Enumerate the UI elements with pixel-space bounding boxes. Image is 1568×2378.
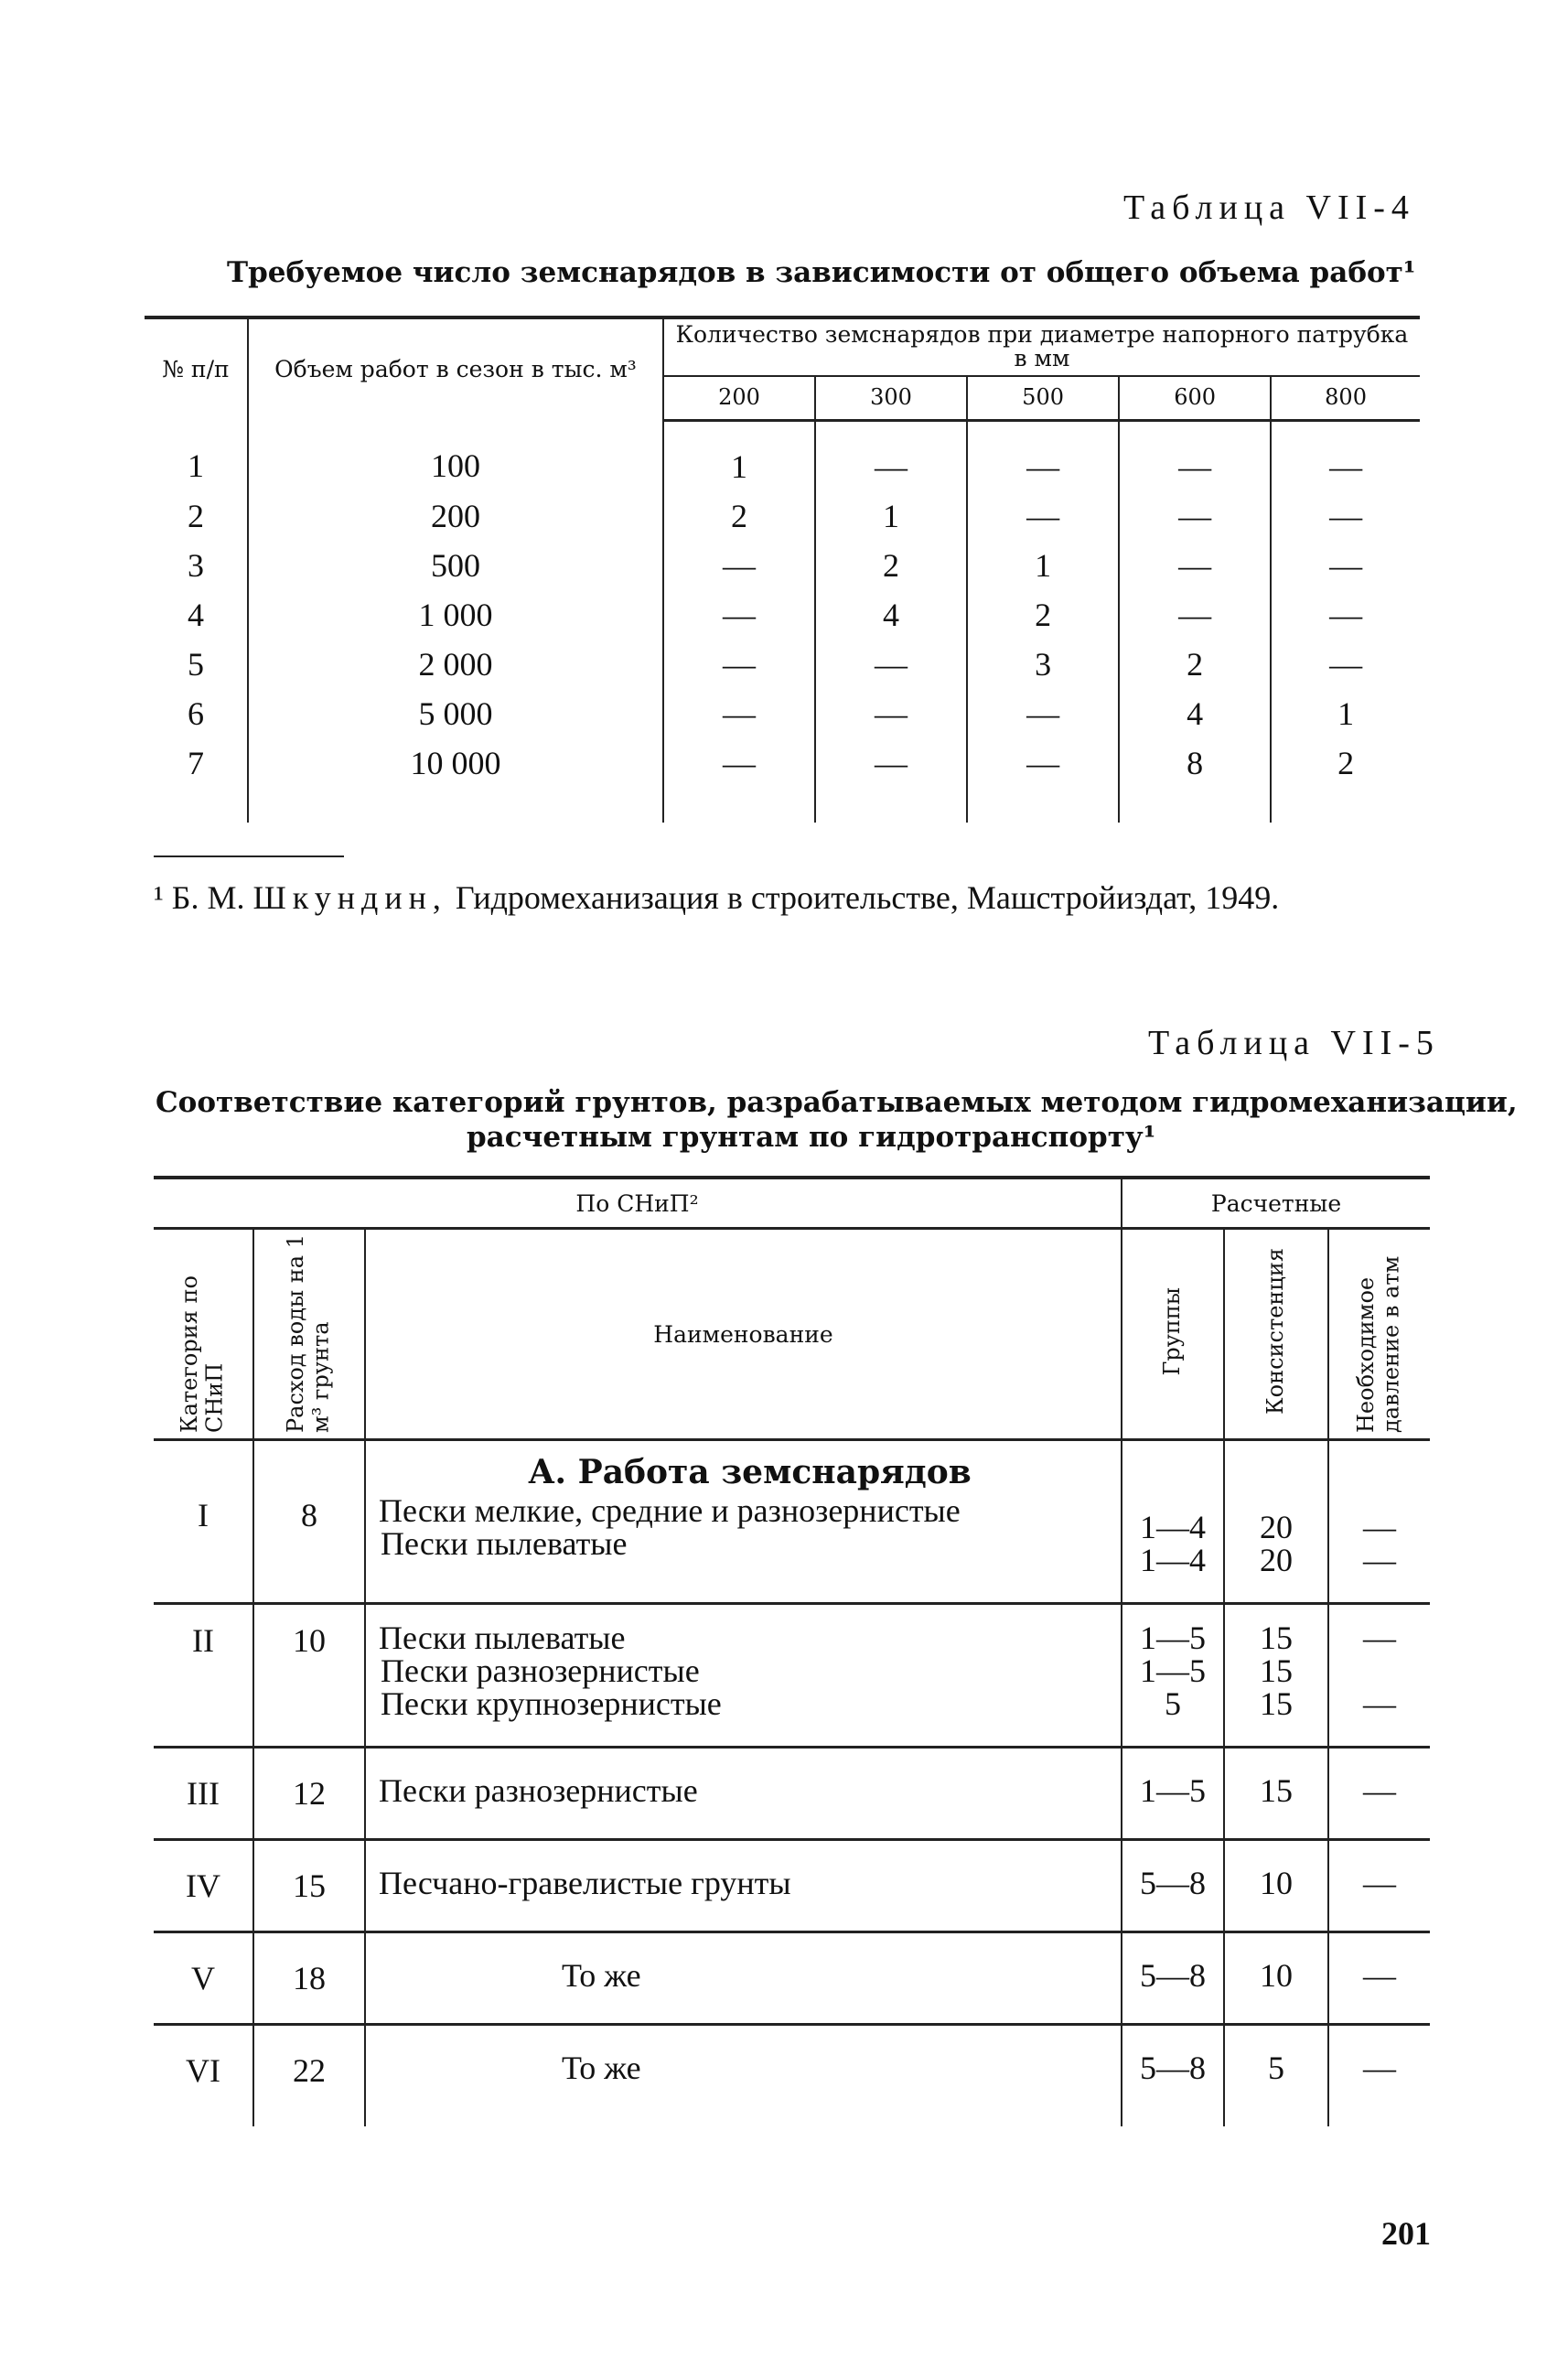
name-line: Пески пылеватые	[379, 1619, 626, 1656]
row-count-cell: —	[1119, 541, 1271, 590]
row-count-cell: —	[663, 541, 815, 590]
row-count-cell: 2	[967, 590, 1119, 640]
name-lines	[379, 1959, 1121, 1992]
row-count-cell: 4	[815, 590, 967, 640]
row-groups	[1122, 2025, 1224, 2127]
row-press-value: —	[1363, 1957, 1396, 1994]
row-category: VI	[186, 2052, 220, 2089]
row-press	[1328, 1440, 1430, 1604]
row-count-cell: 2	[815, 541, 967, 590]
table2-title-line1: Соответствие категорий грунтов, разрабатываемых методом гидромеханизации,	[156, 1086, 1518, 1119]
row-press-value: —	[1363, 1509, 1396, 1545]
row-count-cell: 8	[1119, 738, 1271, 823]
row-cons	[1224, 1748, 1328, 1840]
table-row	[145, 738, 1420, 823]
row-press	[1328, 1932, 1430, 2025]
table-row	[154, 1604, 1430, 1748]
row-count-cell: 2	[1271, 738, 1420, 823]
row-count-cell: —	[1119, 590, 1271, 640]
diameter-header: 300	[815, 376, 967, 421]
row-press	[1328, 1748, 1430, 1840]
row-count-cell: —	[1271, 590, 1420, 640]
row-category: IV	[154, 1840, 253, 1932]
name-lines	[379, 2051, 1121, 2084]
row-water: 18	[253, 1932, 365, 2025]
row-volume: 2 000	[248, 640, 663, 689]
header-snip: По СНиП²	[154, 1178, 1122, 1229]
row-name	[365, 1840, 1122, 1932]
row-count-cell: 1	[663, 420, 815, 491]
row-name	[365, 1440, 1122, 1604]
name-lines	[379, 1867, 1121, 1899]
row-count-cell: —	[1271, 541, 1420, 590]
row-cons-value: 20	[1260, 1542, 1293, 1578]
row-volume: 100	[248, 420, 663, 491]
name-line: Пески крупнозернистые	[381, 1685, 722, 1722]
row-count-cell: —	[663, 689, 815, 738]
name-line: Пески пылеватые	[381, 1525, 628, 1562]
row-count-cell: —	[1119, 420, 1271, 491]
row-count-cell: —	[815, 689, 967, 738]
col-groups-header: Группы	[1159, 1286, 1186, 1376]
row-press-value: —	[1363, 1772, 1396, 1809]
table-row	[145, 640, 1420, 689]
footnote-author: Шкундин,	[252, 879, 447, 916]
row-groups	[1122, 1604, 1224, 1748]
row-groups-value: 1—5	[1140, 1652, 1206, 1689]
row-cons-value: 20	[1260, 1509, 1293, 1545]
row-cons	[1224, 1604, 1328, 1748]
col-num-header: № п/п	[145, 317, 248, 420]
row-count-cell: —	[967, 420, 1119, 491]
row-count-cell: —	[967, 738, 1119, 823]
row-groups-value: 1—4	[1140, 1542, 1206, 1578]
table-row	[145, 420, 1420, 491]
footnote-text: Гидромеханизация в строительстве, Машстройиздат, 1949.	[455, 879, 1280, 916]
table-row	[145, 689, 1420, 738]
table-row	[154, 1840, 1430, 1932]
table-row	[154, 1440, 1430, 1604]
row-cons-value: 10	[1260, 1957, 1293, 1994]
row-groups-value: 1—5	[1140, 1619, 1206, 1656]
name-line: Пески мелкие, средние и разнозернистые	[379, 1492, 961, 1529]
row-count-cell: —	[1271, 640, 1420, 689]
row-count-cell: 1	[1271, 689, 1420, 738]
table1	[145, 316, 1420, 823]
row-press-value: —	[1363, 1865, 1396, 1901]
row-cons	[1224, 1932, 1328, 2025]
footnote	[154, 878, 1434, 917]
col-count-header: Количество земснарядов при диаметре напорного патрубка в мм	[663, 317, 1420, 376]
row-volume: 500	[248, 541, 663, 590]
table1-caption: Таблица VII-4	[1123, 188, 1415, 227]
row-cons-value: 10	[1260, 1865, 1293, 1901]
row-groups	[1122, 1840, 1224, 1932]
row-cons-value: 15	[1260, 1652, 1293, 1689]
diameter-header: 800	[1271, 376, 1420, 421]
row-cons	[1224, 2025, 1328, 2127]
table-row	[145, 590, 1420, 640]
row-groups-value: 1—5	[1140, 1772, 1206, 1809]
row-groups-value: 5	[1165, 1685, 1181, 1722]
row-press-value: —	[1363, 1685, 1396, 1722]
name-lines	[379, 1494, 1121, 1560]
row-volume: 10 000	[248, 738, 663, 823]
row-groups	[1122, 1748, 1224, 1840]
row-count-cell: 2	[1119, 640, 1271, 689]
diameter-header: 500	[967, 376, 1119, 421]
row-number: 3	[188, 546, 204, 584]
row-count-cell: —	[815, 420, 967, 491]
col-consistency-header: Консистенция	[1262, 1248, 1289, 1415]
section-heading: А. Работа земснарядов	[528, 1453, 972, 1491]
row-category: III	[154, 1748, 253, 1840]
row-number: 7	[188, 744, 204, 781]
row-count-cell: —	[663, 640, 815, 689]
row-number: 6	[188, 694, 204, 732]
row-count-cell: —	[967, 491, 1119, 541]
row-name	[365, 1604, 1122, 1748]
row-press-value: —	[1363, 2050, 1396, 2086]
row-number: 5	[188, 645, 204, 683]
name-line: Пески разнозернистые	[381, 1652, 700, 1689]
row-cons-value: 15	[1260, 1685, 1293, 1722]
row-water: 10	[253, 1604, 365, 1748]
row-category: V	[154, 1932, 253, 2025]
diameter-header: 200	[663, 376, 815, 421]
row-press	[1328, 2025, 1430, 2127]
row-volume: 200	[248, 491, 663, 541]
table1-title: Требуемое число земснарядов в зависимости от общего объема работ¹	[227, 256, 1416, 289]
name-line: То же	[562, 1957, 641, 1994]
row-name	[365, 2025, 1122, 2127]
row-count-cell: —	[815, 640, 967, 689]
row-number: 2	[188, 497, 204, 534]
diameter-header: 600	[1119, 376, 1271, 421]
name-lines	[379, 1774, 1121, 1807]
col-volume-header: Объем работ в сезон в тыс. м³	[248, 317, 663, 420]
table-row	[154, 2025, 1430, 2127]
table2-caption: Таблица VII-5	[1148, 1024, 1440, 1062]
row-count-cell: —	[1271, 491, 1420, 541]
table2-body	[154, 1440, 1430, 2127]
row-count-cell: —	[663, 738, 815, 823]
row-press	[1328, 1840, 1430, 1932]
row-water: 12	[253, 1748, 365, 1840]
row-name	[365, 1748, 1122, 1840]
col-pressure-header: Необходимое давление в атм	[1353, 1255, 1404, 1433]
table-row	[145, 491, 1420, 541]
table2-title-line2: расчетным грунтам по гидротранспорту¹	[467, 1121, 1156, 1154]
row-water: 8	[253, 1440, 365, 1604]
row-count-cell: —	[967, 689, 1119, 738]
row-press-value: —	[1363, 1542, 1396, 1578]
table-row	[154, 1748, 1430, 1840]
name-line: То же	[562, 2050, 641, 2086]
row-press-value	[1329, 1654, 1430, 1687]
row-count-cell: —	[663, 590, 815, 640]
row-volume: 5 000	[248, 689, 663, 738]
row-number: 4	[188, 596, 204, 633]
footnote-mark: ¹ Б. М.	[154, 879, 245, 916]
row-groups-value: 5—8	[1140, 1957, 1206, 1994]
row-press	[1328, 1604, 1430, 1748]
name-line: Песчано-гравелистые грунты	[379, 1865, 791, 1901]
header-calc: Расчетные	[1122, 1178, 1430, 1229]
row-count-cell: 4	[1119, 689, 1271, 738]
row-count-cell: —	[815, 738, 967, 823]
row-count-cell: —	[1271, 420, 1420, 491]
row-name	[365, 1932, 1122, 2025]
col-category-header: Категория по СНиП	[177, 1275, 228, 1433]
row-groups-value: 1—4	[1140, 1509, 1206, 1545]
row-groups-value: 5—8	[1140, 1865, 1206, 1901]
table1-body	[145, 420, 1420, 823]
col-water-header: Расход воды на 1 м³ грунта	[283, 1234, 334, 1433]
row-count-cell: 1	[967, 541, 1119, 590]
row-count-cell: —	[1119, 491, 1271, 541]
row-count-cell: 3	[967, 640, 1119, 689]
row-category: II	[154, 1604, 253, 1748]
row-cons-value: 5	[1268, 2050, 1284, 2086]
row-water: 15	[253, 1840, 365, 1932]
row-cons-value: 15	[1260, 1619, 1293, 1656]
row-cons-value: 15	[1260, 1772, 1293, 1809]
row-groups	[1122, 1440, 1224, 1604]
row-water: 22	[253, 2025, 365, 2127]
table-row	[154, 1932, 1430, 2025]
name-line: Пески разнозернистые	[379, 1772, 698, 1809]
col-name-header: Наименование	[365, 1229, 1122, 1440]
row-press-value: —	[1363, 1619, 1396, 1656]
row-count-cell: 1	[815, 491, 967, 541]
row-count-cell: 2	[663, 491, 815, 541]
row-cons	[1224, 1840, 1328, 1932]
row-number: 1	[188, 447, 204, 484]
row-volume: 1 000	[248, 590, 663, 640]
name-lines	[379, 1621, 1121, 1720]
table2	[154, 1176, 1430, 2126]
row-groups	[1122, 1932, 1224, 2025]
footnote-rule	[154, 855, 344, 857]
page-number: 201	[1381, 2215, 1431, 2252]
row-category: I	[154, 1440, 253, 1604]
table-row	[145, 541, 1420, 590]
row-cons	[1224, 1440, 1328, 1604]
row-groups-value: 5—8	[1140, 2050, 1206, 2086]
